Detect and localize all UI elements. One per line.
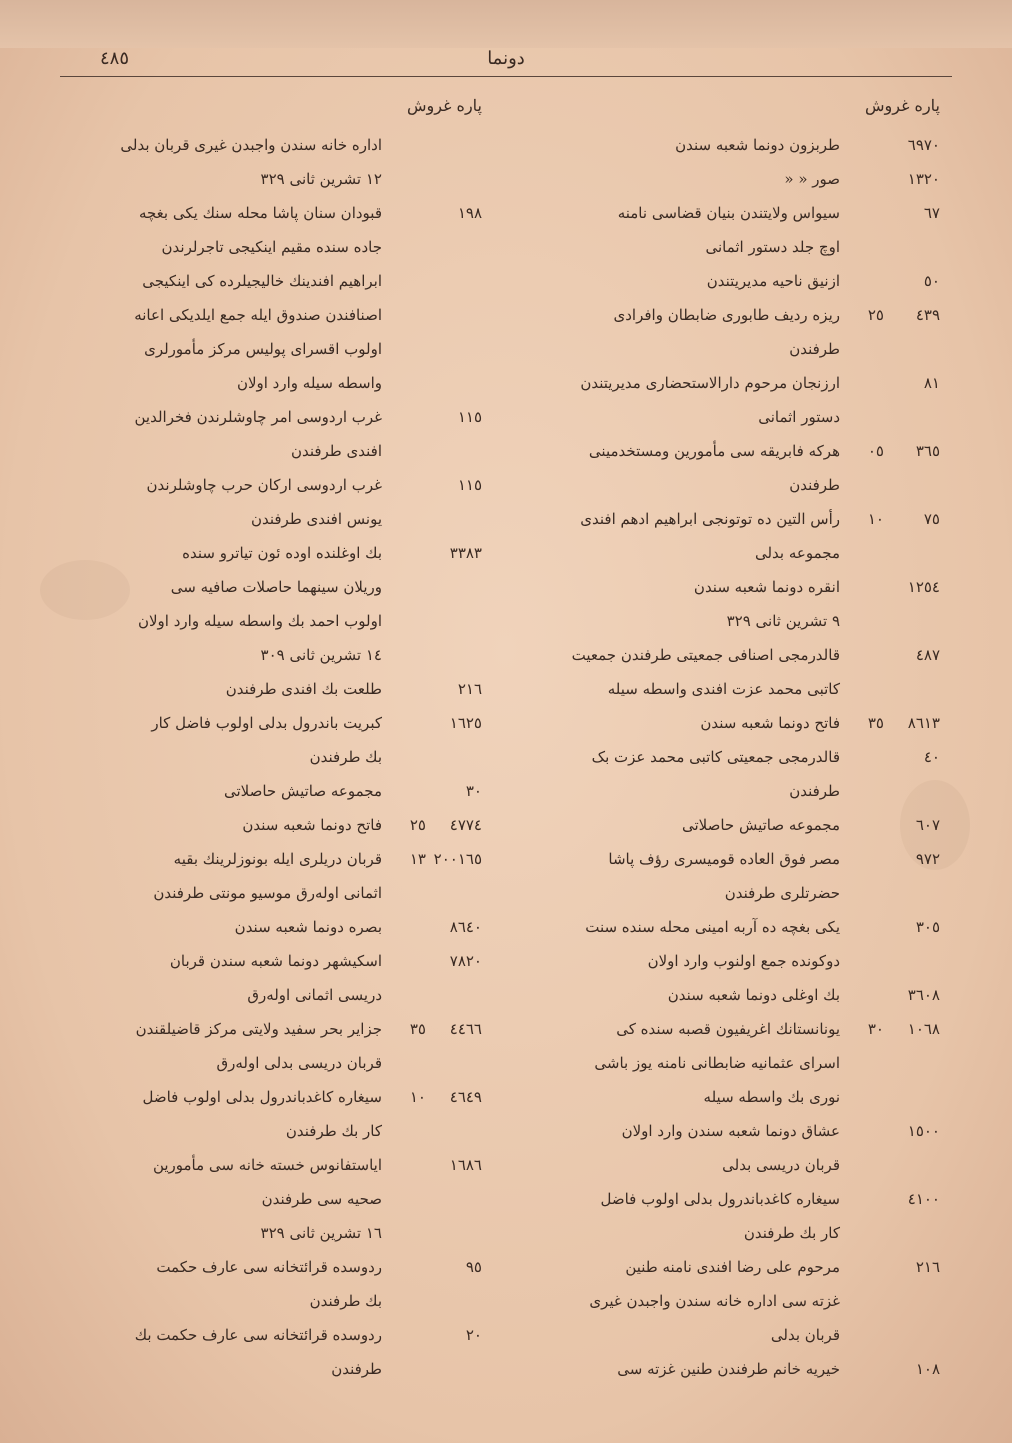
entry-description: غرب اردوسی ارکان حرب چاوشلرندن یونس افندی طرفندن <box>146 476 382 528</box>
entry-amount <box>390 468 482 502</box>
entry-amount <box>390 536 482 570</box>
entry-para <box>400 1318 426 1352</box>
ledger-entry <box>520 808 940 842</box>
left-column <box>62 96 482 1386</box>
entry-kurus: ١١٥ <box>457 408 482 426</box>
ledger-entry <box>520 196 940 264</box>
entry-amount <box>848 1182 940 1216</box>
entry-description: مرحوم علی رضا افندی نامنه طنین غزته سی اداره خانه سندن واجبدن غیری قربان بدلی <box>589 1258 840 1344</box>
entry-para <box>858 808 884 842</box>
entry-amount <box>848 196 940 230</box>
entry-para: ٣٥ <box>409 1020 426 1038</box>
entry-amount <box>390 910 482 944</box>
ledger-entry <box>520 128 940 162</box>
entry-description: خیریه خانم طرفندن طنین غزته سی <box>617 1360 840 1378</box>
ledger-entry <box>62 1148 482 1250</box>
entry-amount <box>848 1352 940 1386</box>
entry-kurus: ٨٦٤٠ <box>449 918 482 936</box>
entry-amount <box>848 502 940 536</box>
entry-kurus: ٣٦٠٨ <box>907 986 940 1004</box>
ledger-entry <box>520 1250 940 1352</box>
entry-amount <box>848 162 940 196</box>
entry-description: عشاق دونما شعبه سندن وارد اولان قربان دریسی بدلی <box>621 1122 840 1174</box>
entry-amount <box>848 1012 940 1046</box>
entry-kurus: ٨٦١٣ <box>907 714 940 732</box>
ledger-entry <box>520 502 940 570</box>
entry-description: صور « « <box>784 170 840 188</box>
ledger-entry <box>62 1012 482 1080</box>
entry-list <box>62 128 482 1386</box>
ledger-entry <box>520 978 940 1012</box>
entry-amount <box>390 808 482 842</box>
entry-para <box>858 162 884 196</box>
entry-para <box>400 468 426 502</box>
entry-description: ازنیق ناحیه مدیریتندن <box>706 272 840 290</box>
entry-amount <box>848 638 940 672</box>
entry-description: قربان دریلری ایله بونوزلرینك بقیه اثمانی اولەرق موسیو مونتی طرفندن <box>153 850 382 902</box>
entry-description: ردوسده قرائتخانه سی عارف حکمت بك طرفندن <box>156 1258 382 1310</box>
ledger-entry <box>520 706 940 740</box>
entry-description: جزایر بحر سفید ولایتی مرکز قاضیلقندن قربان دریسی بدلی اولەرق <box>135 1020 382 1072</box>
entry-description: بك اوغلی دونما شعبه سندن <box>667 986 840 1004</box>
ledger-entry <box>520 298 940 366</box>
entry-para <box>400 672 426 706</box>
right-column <box>520 96 940 1386</box>
entry-description: اسکیشهر دونما شعبه سندن قربان دریسی اثمانی اولەرق <box>169 952 382 1004</box>
entry-description: طلعت بك افندی طرفندن <box>225 680 382 698</box>
entry-para <box>400 1250 426 1284</box>
column-header: پاره غروش <box>865 96 940 115</box>
ledger-entry <box>62 1250 482 1318</box>
entry-para <box>858 1182 884 1216</box>
entry-description: یونانستانك اغریفیون قصبه سنده کی اسرای عثمانیه ضابطانی نامنه یوز باشی نوری بك واسطه سیله <box>594 1020 840 1106</box>
entry-para <box>858 264 884 298</box>
entry-amount <box>390 842 482 876</box>
entry-amount <box>848 808 940 842</box>
entry-para: ٢٥ <box>409 816 426 834</box>
entry-description: قالدرمجی اصنافی جمعیتی طرفندن جمعیت کاتبی محمد عزت افندی واسطه سیله <box>571 646 840 698</box>
entry-description: یکی بغچه ده آربه امینی محله سنده سنت دوکونده جمع اولنوب وارد اولان <box>585 918 840 970</box>
ledger-entry <box>520 1114 940 1182</box>
entry-amount <box>848 1250 940 1284</box>
ledger-entry <box>520 842 940 910</box>
entry-description: مجموعه صاتیش حاصلاتی <box>681 816 840 834</box>
ledger-entry <box>62 706 482 774</box>
entry-description: سیغاره کاغدباندرول بدلی اولوب فاضل کار بك طرفندن <box>142 1088 382 1140</box>
entry-para <box>858 1114 884 1148</box>
entry-amount <box>848 434 940 468</box>
entry-para <box>858 978 884 1012</box>
entry-amount <box>390 774 482 808</box>
entry-para <box>400 400 426 434</box>
entry-kurus: ١٥٠٠ <box>907 1122 940 1140</box>
running-title: دونما <box>487 48 525 69</box>
entry-description: انقره دونما شعبه سندن ٩ تشرین ثانی ٣٢٩ <box>693 578 840 630</box>
entry-kurus: ٤١٠٠ <box>907 1190 940 1208</box>
entry-kurus: ٩٥ <box>465 1258 482 1276</box>
entry-amount <box>390 706 482 740</box>
ledger-entry <box>520 570 940 638</box>
entry-para: ٠٥ <box>867 442 884 460</box>
entry-description: اداره خانه سندن واجبدن غیری قربان بدلی ١٢ تشرین ثانی ٣٢٩ <box>120 136 382 188</box>
entry-para: ١٣ <box>409 850 426 868</box>
entry-amount <box>848 842 940 876</box>
entry-description: فاتح دونما شعبه سندن <box>242 816 382 834</box>
entry-kurus: ١٢٥٤ <box>907 578 940 596</box>
entry-amount <box>390 1012 482 1046</box>
ledger-entry <box>62 468 482 536</box>
entry-description: مجموعه صاتیش حاصلاتی <box>223 782 382 800</box>
ledger-entry <box>520 638 940 706</box>
ledger-entry <box>520 1012 940 1114</box>
entry-kurus: ٧٨٢٠ <box>449 952 482 970</box>
entry-kurus: ٩٧٢ <box>915 850 940 868</box>
entry-description: قبودان سنان پاشا محله سنك یکی بغچه جاده سنده مقیم اینکیجی تاجرلرندن ابراهیم افندینك خالیجیلرده کی اینکیجی اصنافندن صندوق ایله جمع ایلدیکی اعانه اولوب اقسرای پولیس مرکز مأمورلری واسطه سیله وارد اولان <box>134 204 382 392</box>
entry-kurus: ٥٠ <box>923 272 940 290</box>
entry-description: هرکه فابریقه سی مأمورین ومستخدمینی طرفندن <box>588 442 840 494</box>
entry-para <box>858 740 884 774</box>
entry-description: سیغاره کاغدباندرول بدلی اولوب فاضل کار بك طرفندن <box>600 1190 840 1242</box>
entry-para <box>858 910 884 944</box>
entry-para: ٣٠ <box>867 1020 884 1038</box>
ledger-entry <box>520 264 940 298</box>
page-number: ٤٨٥ <box>100 48 130 69</box>
ledger-entry <box>62 1318 482 1386</box>
entry-para <box>858 570 884 604</box>
entry-description: ردوسده قرائتخانه سی عارف حکمت بك طرفندن <box>134 1326 382 1378</box>
ledger-entry <box>62 1080 482 1148</box>
entry-kurus: ٤٧٧٤ <box>449 816 482 834</box>
entry-kurus: ٦٧ <box>923 204 940 222</box>
ledger-entry <box>62 774 482 808</box>
entry-amount <box>848 1114 940 1148</box>
entry-kurus: ١٠٨ <box>915 1360 940 1378</box>
entry-kurus: ٢١٦ <box>915 1258 940 1276</box>
entry-kurus: ١١٥ <box>457 476 482 494</box>
entry-para <box>400 706 426 740</box>
entry-para <box>400 536 426 570</box>
entry-kurus: ١٠٦٨ <box>907 1020 940 1038</box>
entry-kurus: ١٦٨٦ <box>449 1156 482 1174</box>
entry-para: ٣٥ <box>867 714 884 732</box>
entry-amount <box>848 264 940 298</box>
page-header <box>60 46 952 77</box>
entry-kurus: ٣٠ <box>465 782 482 800</box>
ledger-entry <box>62 944 482 1012</box>
entry-para <box>858 128 884 162</box>
entry-para <box>858 1352 884 1386</box>
ledger-entry <box>520 1182 940 1250</box>
entry-amount <box>848 978 940 1012</box>
entry-kurus: ٤٤٦٦ <box>449 1020 482 1038</box>
entry-para <box>400 774 426 808</box>
entry-para: ١٠ <box>409 1088 426 1106</box>
entry-kurus: ٣٣٨٣ <box>449 544 482 562</box>
ledger-entry <box>62 842 482 910</box>
entry-description: ایاستفانوس خسته خانه سی مأمورین صحیه سی طرفندن ١٦ تشرین ثانی ٣٢٩ <box>152 1156 382 1242</box>
entry-amount <box>390 400 482 434</box>
entry-amount <box>390 672 482 706</box>
entry-para <box>400 196 426 230</box>
entry-list <box>520 128 940 1386</box>
entry-kurus: ٣٦٥ <box>915 442 940 460</box>
entry-para <box>858 842 884 876</box>
ledger-entry <box>520 162 940 196</box>
entry-description: قالدرمجی جمعیتی کاتبی محمد عزت بک طرفندن <box>591 748 840 800</box>
entry-para <box>858 366 884 400</box>
entry-kurus: ٤٣٩ <box>915 306 940 324</box>
entry-kurus: ١٩٨ <box>457 204 482 222</box>
entry-description: ریزه ردیف طابوری ضابطان وافرادی طرفندن <box>613 306 840 358</box>
ledger-entry <box>520 366 940 434</box>
ledger-entry <box>62 910 482 944</box>
entry-kurus: ٦٩٧٠ <box>907 136 940 154</box>
entry-description: طربزون دونما شعبه سندن <box>675 136 840 154</box>
entry-kurus: ٤٦٤٩ <box>449 1088 482 1106</box>
entry-kurus: ١٣٢٠ <box>907 170 940 188</box>
entry-amount <box>848 910 940 944</box>
entry-para: ٢٥ <box>867 306 884 324</box>
entry-kurus: ١٦٢٥ <box>449 714 482 732</box>
entry-amount <box>848 128 940 162</box>
entry-description: ارزنجان مرحوم دارالاستحضاری مدیریتندن دستور اثمانی <box>580 374 840 426</box>
ledger-entry <box>62 672 482 706</box>
entry-description: بصره دونما شعبه سندن <box>234 918 382 936</box>
entry-amount <box>390 1250 482 1284</box>
entry-para <box>858 638 884 672</box>
entry-amount <box>390 196 482 230</box>
entry-description: فاتح دونما شعبه سندن <box>700 714 840 732</box>
page-top-margin <box>0 0 1012 48</box>
ledger-entry <box>62 128 482 196</box>
entry-amount <box>848 570 940 604</box>
entry-kurus: ٢٠ <box>465 1326 482 1344</box>
entry-kurus: ٨١ <box>923 374 940 392</box>
entry-amount <box>848 366 940 400</box>
entry-para <box>400 910 426 944</box>
entry-kurus: ٤٨٧ <box>915 646 940 664</box>
entry-description: رأس التین ده توتونجی ابراهیم ادهم افندی مجموعه بدلی <box>580 510 840 562</box>
ledger-entry <box>62 808 482 842</box>
entry-amount <box>390 1318 482 1352</box>
ledger-entry <box>62 196 482 400</box>
ledger-entry <box>520 434 940 502</box>
entry-para <box>400 944 426 978</box>
entry-para: ١٠ <box>867 510 884 528</box>
entry-description: سیواس ولایتندن بنیان قضاسی نامنه اوچ جلد دستور اثمانی <box>617 204 840 256</box>
column-header: پاره غروش <box>407 96 482 115</box>
entry-kurus: ٤٠ <box>923 748 940 766</box>
entry-amount <box>848 298 940 332</box>
entry-kurus: ٢٠٠١٦٥ <box>433 850 482 868</box>
entry-description: کبریت باندرول بدلی اولوب فاضل کار بك طرفندن <box>151 714 382 766</box>
entry-para <box>858 1250 884 1284</box>
entry-amount <box>390 944 482 978</box>
entry-amount <box>848 706 940 740</box>
entry-description: غرب اردوسی امر چاوشلرندن فخرالدین افندی طرفندن <box>134 408 382 460</box>
entry-kurus: ٦٠٧ <box>915 816 940 834</box>
entry-kurus: ٢١٦ <box>457 680 482 698</box>
entry-description: مصر فوق العاده قومیسری رؤف پاشا حضرتلری طرفندن <box>608 850 840 902</box>
ledger-entry <box>62 400 482 468</box>
entry-amount <box>848 740 940 774</box>
entry-amount <box>390 1148 482 1182</box>
entry-para <box>858 196 884 230</box>
ledger-entry <box>520 740 940 808</box>
ledger-entry <box>62 536 482 672</box>
ledger-entry <box>520 910 940 978</box>
entry-description: بك اوغلنده اوده ئون تیاترو سنده وریلان سینهما حاصلات صافیه سی اولوب احمد بك واسطه سیله وارد اولان ١٤ تشرین ثانی ٣٠٩ <box>137 544 382 664</box>
entry-kurus: ٧٥ <box>923 510 940 528</box>
ledger-entry <box>520 1352 940 1386</box>
entry-kurus: ٣٠٥ <box>915 918 940 936</box>
entry-para <box>400 1148 426 1182</box>
entry-amount <box>390 1080 482 1114</box>
